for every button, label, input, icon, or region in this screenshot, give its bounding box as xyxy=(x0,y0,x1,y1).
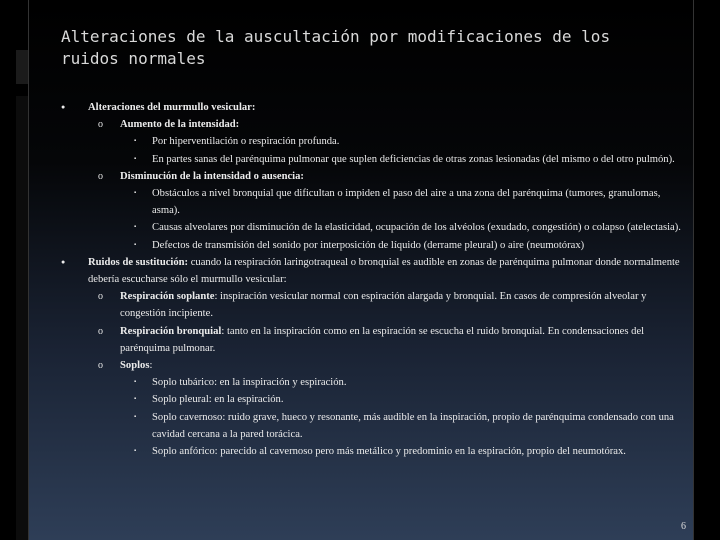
bullet-dot-icon: ● xyxy=(61,257,66,266)
list-item xyxy=(60,151,690,168)
list-item xyxy=(60,133,690,150)
bullet-circle-icon: o xyxy=(98,291,103,303)
list-item xyxy=(60,374,690,391)
label-bronquial: Respiración bronquial xyxy=(120,325,222,337)
bullet-circle-icon: o xyxy=(98,325,103,337)
list-item xyxy=(60,443,690,460)
bullet-circle-icon: o xyxy=(98,170,103,182)
bullet-bronquial xyxy=(60,323,690,357)
accent-bar xyxy=(16,50,28,84)
list-item-text: Causas alveolares por disminución de la elasticidad, ocupación de los alvéolos (exudado, congestión) o colapso (atelectasia). xyxy=(152,222,681,234)
sustitucion-text: cuando la respiración laringotraqueal o bronquial es audible en zonas de parénquima pulmonar donde normalmente debería escucharse sólo el murmullo vesicular: xyxy=(88,256,680,286)
bullet-sustitucion xyxy=(60,254,690,288)
bullet-square-icon: ▪ xyxy=(134,224,137,231)
list-item xyxy=(60,237,690,254)
slide-content xyxy=(60,99,690,460)
list-item xyxy=(60,409,690,443)
soplos-text: : xyxy=(149,360,153,372)
heading-aumento: Aumento de la intensidad: xyxy=(120,119,240,131)
list-item-text: Por hiperventilación o respiración profunda. xyxy=(152,136,340,148)
bullet-soplante xyxy=(60,288,690,322)
bullet-aumento xyxy=(60,116,690,133)
bullet-disminucion xyxy=(60,168,690,185)
label-soplos: Soplos xyxy=(120,360,150,372)
list-item-text: Soplo cavernoso: ruido grave, hueco y resonante, más audible en la inspiración, propio de parénquima condensado con una cavidad cercana a la pared torácica. xyxy=(152,411,674,440)
bullet-murmullo xyxy=(60,99,690,116)
bullet-circle-icon: o xyxy=(98,119,103,131)
list-item-text: Soplo tubárico: en la inspiración y espiración. xyxy=(152,377,347,389)
bullet-square-icon: ▪ xyxy=(134,448,137,455)
list-item-text: Obstáculos a nivel bronquial que dificultan o impiden el paso del aire a una zona del parénquima (tumores, granulomas, asma). xyxy=(152,188,661,217)
soplante-text: : inspiración vesicular normal con espiración alargada y bronquial. En casos de compresión alveolar y congestión incipiente. xyxy=(120,291,647,320)
slide-title: Alteraciones de la auscultación por modificaciones de los ruidos normales xyxy=(61,27,611,68)
heading-murmullo: Alteraciones del murmullo vesicular: xyxy=(88,102,256,113)
bullet-circle-icon: o xyxy=(98,360,103,372)
list-item-text: Soplo anfórico: parecido al cavernoso pero más metálico y predominio en la espiración, propio del neumotórax. xyxy=(152,446,626,458)
list-item-text: Defectos de transmisión del sonido por interposición de líquido (derrame pleural) o aire (neumotórax) xyxy=(152,239,585,251)
bullet-square-icon: ▪ xyxy=(134,413,137,420)
bronquial-text: : tanto en la inspiración como en la espiración se escucha el ruido bronquial. En condensaciones del parénquima pulmonar. xyxy=(120,325,645,354)
bullet-square-icon: ▪ xyxy=(134,138,137,145)
bullet-square-icon: ▪ xyxy=(134,241,137,248)
bullet-square-icon: ▪ xyxy=(134,155,137,162)
bullet-square-icon: ▪ xyxy=(134,190,137,197)
list-item-text: En partes sanas del parénquima pulmonar que suplen deficiencias de otras zonas lesionadas (del mismo o del otro pulmón). xyxy=(152,153,675,165)
list-item xyxy=(60,185,690,219)
heading-disminucion: Disminución de la intensidad o ausencia: xyxy=(120,170,304,182)
list-item xyxy=(60,219,690,236)
bullet-square-icon: ▪ xyxy=(134,396,137,403)
label-soplante: Respiración soplante xyxy=(120,291,215,303)
bullet-soplos xyxy=(60,357,690,374)
heading-sustitucion: Ruidos de sustitución: xyxy=(88,256,189,268)
page-number: 6 xyxy=(681,521,686,532)
bullet-dot-icon: ● xyxy=(61,103,66,111)
bullet-square-icon: ▪ xyxy=(134,379,137,386)
list-item-text: Soplo pleural: en la espiración. xyxy=(152,394,284,406)
list-item xyxy=(60,391,690,408)
accent-bar-lower xyxy=(16,96,28,540)
